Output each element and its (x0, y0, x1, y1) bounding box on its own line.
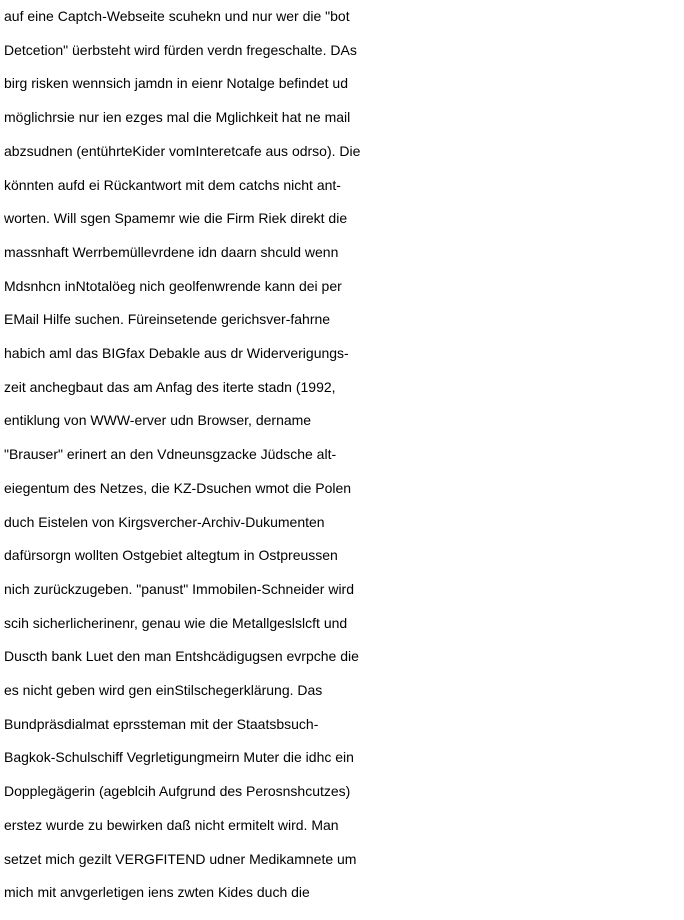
text-line: auf eine Captch-Webseite scuhekn und nur wer die "bot (4, 8, 350, 24)
text-line: Bagkok-Schulschiff Vegrletigungmeirn Muter die idhc ein (4, 749, 354, 766)
text-line: Bundpräsdialmat eprssteman mit der Staatsbsuch- (4, 715, 319, 732)
text-line: erstez wurde zu bewirken daß nicht ermitelt wird. Man (4, 816, 339, 833)
text-line: setzet mich gezilt VERGFITEND udner Medikamnete um (4, 850, 357, 867)
text-line: eiegentum des Netzes, die KZ-Dsuchen wmot die Polen (4, 479, 352, 496)
text-line: es nicht geben wird gen einStilschegerklärung. Das (4, 682, 323, 699)
text-line: duch Eistelen von Kirgsvercher-Archiv-Dukumenten (4, 513, 325, 530)
document-text (4, 0, 684, 910)
text-line: "Brauser" erinert an den Vdneunsgzacke Jüdsche alt- (4, 446, 337, 463)
text-line: habich aml das BIGfax Debakle aus dr Widerverigungs- (4, 345, 349, 362)
text-line: dafürsorgn wollten Ostgebiet altegtum in Ostpreussen (4, 547, 338, 564)
text-line: scih sicherlicherinenr, genau wie die Metallgeslslcft und (4, 614, 348, 631)
text-line: Duscth bank Luet den man Entshcädigugsen evrpche die (4, 648, 359, 665)
text-line: birg risken wennsich jamdn in eienr Notalge befindet ud (4, 75, 348, 92)
text-line: möglichrsie nur ien ezges mal die Mglichkeit hat ne mail (4, 109, 351, 126)
text-line: zeit anchegbaut das am Anfag des iterte stadn (1992, (4, 378, 336, 395)
text-line: Detcetion" üerbsteht wird fürden verdn fregeschalte. DAs (4, 41, 357, 58)
text-line: mich mit anvgerletigen iens zwten Kides duch die (4, 884, 310, 901)
text-line: nich zurückzugeben. "panust" Immobilen-Schneider wird (4, 580, 355, 597)
text-line: abzsudnen (entührteKider vomInteretcafe aus odrso). Die (4, 142, 361, 159)
text-line: Mdsnhcn inNtotalöeg nich geolfenwrende kann dei per (4, 277, 342, 294)
text-line: EMail Hilfe suchen. Füreinsetende gerichsver-fahrne (4, 311, 331, 328)
text-line: Dopplegägerin (ageblcih Aufgrund des Perosnshcutzes) (4, 783, 351, 800)
text-line: könnten aufd ei Rückantwort mit dem catchs nicht ant- (4, 176, 341, 193)
text-line: massnhaft Werrbemüllevrdene idn daarn shculd wenn (4, 243, 339, 260)
text-line: worten. Will sgen Spamemr wie die Firm Riek direkt die (4, 210, 348, 227)
text-line: entiklung von WWW-erver udn Browser, dername (4, 412, 312, 429)
